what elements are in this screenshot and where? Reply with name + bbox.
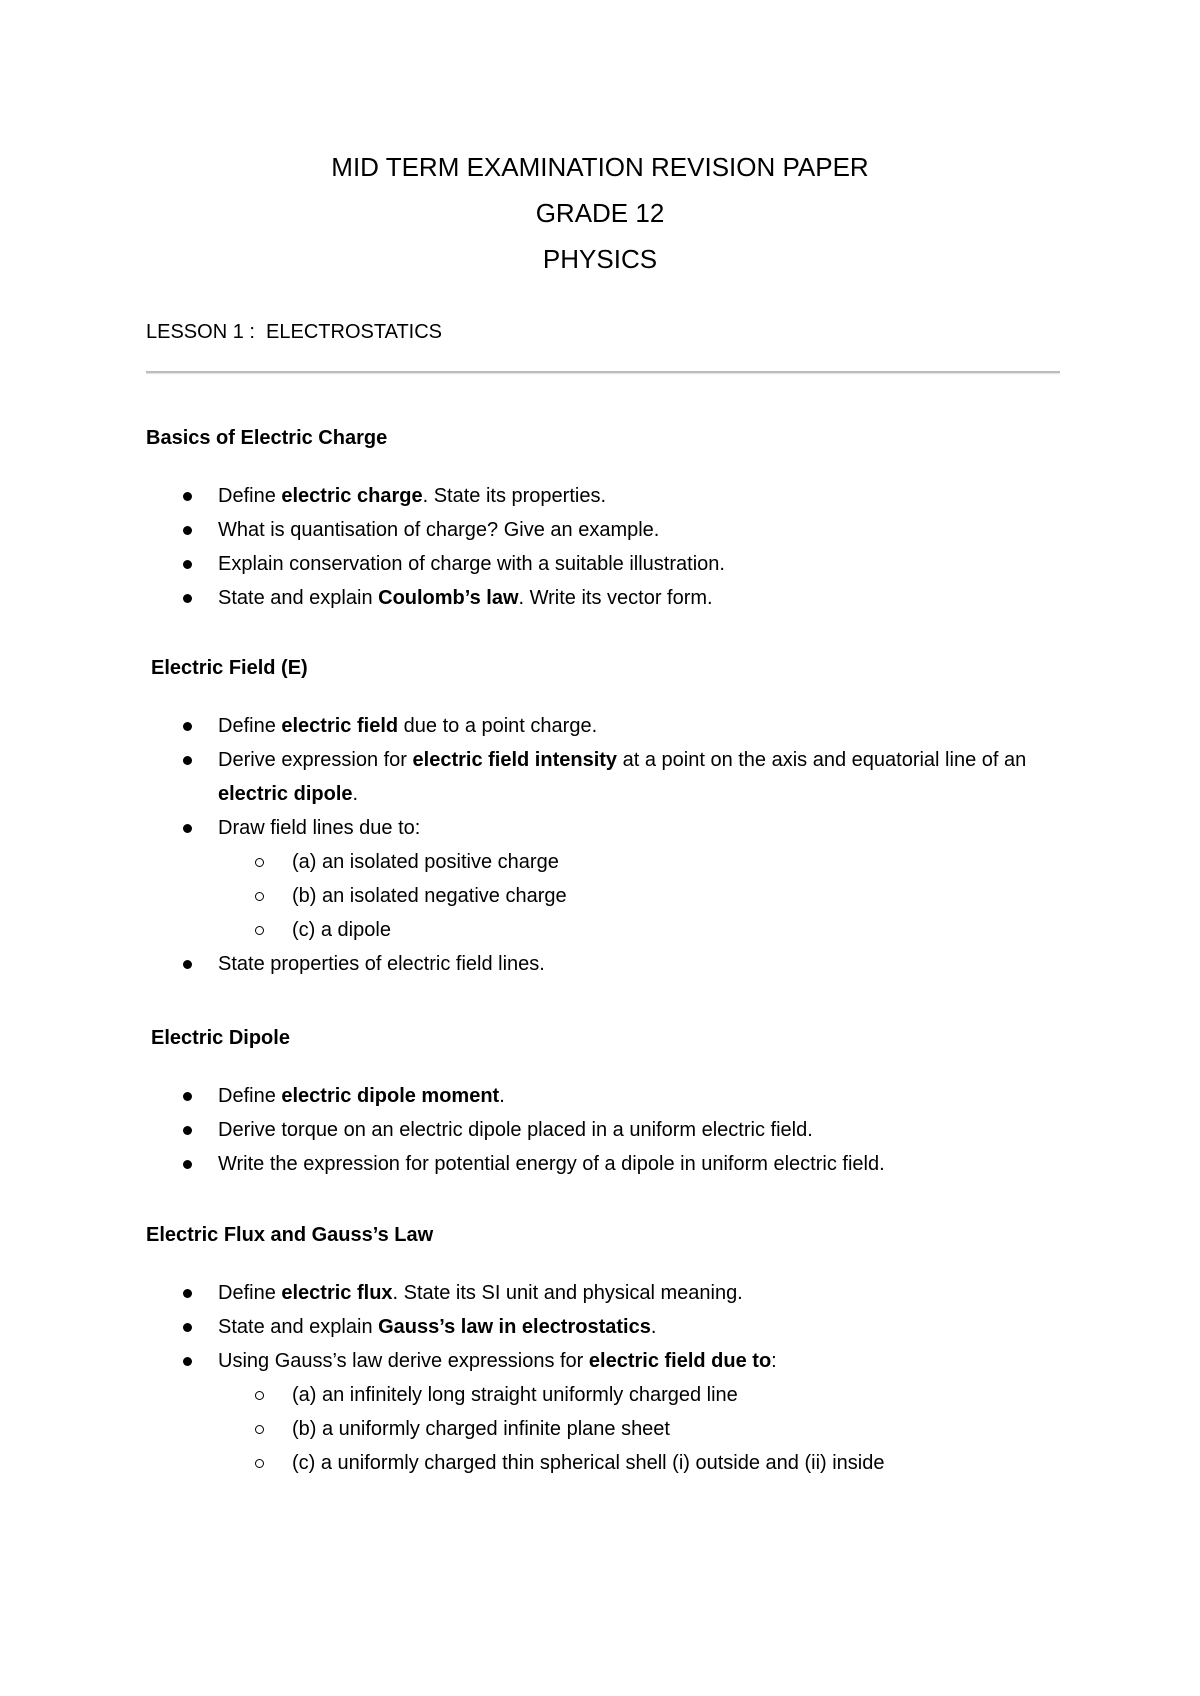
circle-bullet-icon bbox=[255, 858, 264, 867]
list-item: Derive expression for electric field intensity at a point on the axis and equatorial line of an electric dipole. bbox=[218, 749, 1027, 805]
list-item: Explain conservation of charge with a suitable illustration. bbox=[218, 553, 725, 575]
list-item: State properties of electric field lines. bbox=[218, 953, 545, 975]
circle-bullet-icon bbox=[255, 1425, 264, 1434]
sub-list-item: (b) an isolated negative charge bbox=[292, 885, 567, 907]
bullet-icon bbox=[183, 1092, 192, 1101]
list-item: Define electric field due to a point charge. bbox=[218, 715, 598, 737]
bullet-icon bbox=[183, 1160, 192, 1169]
sub-list-item: (a) an infinitely long straight uniformly charged line bbox=[292, 1384, 738, 1406]
list-item: What is quantisation of charge? Give an example. bbox=[218, 519, 660, 541]
grade-heading: GRADE 12 bbox=[535, 198, 665, 228]
horizontal-rule bbox=[146, 371, 1060, 373]
section-heading-electric-dipole: Electric Dipole bbox=[151, 1027, 290, 1049]
bullet-icon bbox=[183, 960, 192, 969]
paper-title: MID TERM EXAMINATION REVISION PAPER bbox=[331, 152, 869, 182]
section-heading-gauss-law: Electric Flux and Gauss’s Law bbox=[146, 1224, 434, 1246]
bullet-icon bbox=[183, 526, 192, 535]
circle-bullet-icon bbox=[255, 926, 264, 935]
sub-list-item: (b) a uniformly charged infinite plane sheet bbox=[292, 1418, 670, 1440]
bullet-icon bbox=[183, 594, 192, 603]
list-item: Using Gauss’s law derive expressions for electric field due to: bbox=[218, 1350, 777, 1372]
circle-bullet-icon bbox=[255, 1391, 264, 1400]
list-item: Derive torque on an electric dipole placed in a uniform electric field. bbox=[218, 1119, 813, 1141]
bullet-icon bbox=[183, 756, 192, 765]
circle-bullet-icon bbox=[255, 892, 264, 901]
sub-list-item: (c) a dipole bbox=[292, 919, 391, 941]
list-item: State and explain Gauss’s law in electrostatics. bbox=[218, 1316, 657, 1338]
sub-list-item: (c) a uniformly charged thin spherical shell (i) outside and (ii) inside bbox=[292, 1452, 885, 1474]
list-item: Draw field lines due to: bbox=[218, 817, 421, 839]
subject-heading: PHYSICS bbox=[542, 244, 658, 274]
bullet-icon bbox=[183, 1289, 192, 1298]
list-item: Write the expression for potential energy of a dipole in uniform electric field. bbox=[218, 1153, 885, 1175]
section-heading-electric-charge: Basics of Electric Charge bbox=[146, 427, 388, 449]
bullet-icon bbox=[183, 722, 192, 731]
bullet-icon bbox=[183, 560, 192, 569]
sub-list-item: (a) an isolated positive charge bbox=[292, 851, 559, 873]
list-item: Define electric charge. State its properties. bbox=[218, 485, 606, 507]
section-heading-electric-field: Electric Field (E) bbox=[151, 657, 308, 679]
list-item: Define electric dipole moment. bbox=[218, 1085, 505, 1107]
bullet-icon bbox=[183, 824, 192, 833]
bullet-icon bbox=[183, 1357, 192, 1366]
lesson-title: LESSON 1 : ELECTROSTATICS bbox=[146, 321, 442, 343]
bullet-icon bbox=[183, 1323, 192, 1332]
bullet-icon bbox=[183, 492, 192, 501]
circle-bullet-icon bbox=[255, 1459, 264, 1468]
list-item: State and explain Coulomb’s law. Write its vector form. bbox=[218, 587, 713, 609]
list-item: Define electric flux. State its SI unit and physical meaning. bbox=[218, 1282, 743, 1304]
bullet-icon bbox=[183, 1126, 192, 1135]
